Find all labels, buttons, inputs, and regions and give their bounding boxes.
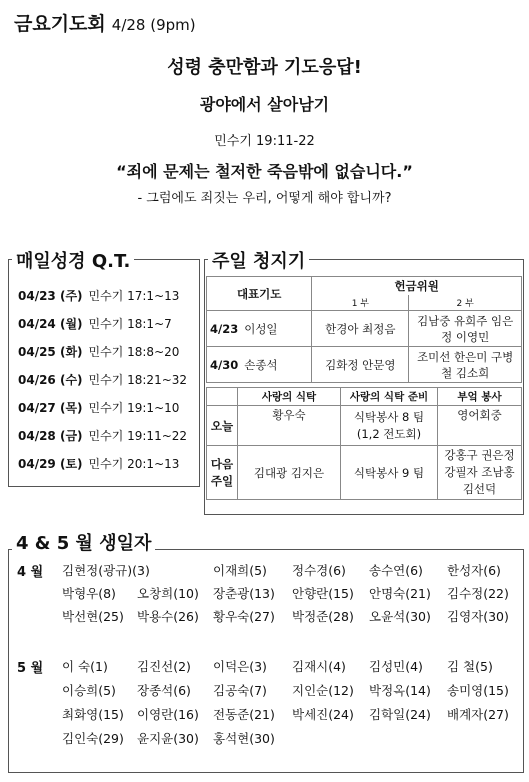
header-table: 사랑의 식탁 [238,388,341,406]
birthday-april-entry: 오창희(10) [137,586,199,601]
qt-date: 04/23 (주) [18,289,83,303]
qt-row [18,371,187,388]
birthday-april-entry: 장춘광(13) [213,586,275,601]
qt-reference: 민수기 17:1~13 [88,289,180,303]
sunday-table-wrap [206,276,522,500]
qt-reference: 민수기 19:11~22 [88,429,188,443]
qt-reference: 민수기 19:1~10 [88,401,180,415]
qt-reference: 민수기 18:8~20 [88,345,180,359]
birthday-april-entry: 한성자(6) [447,563,501,578]
birthday-april-entry: 박용수(26) [137,609,199,624]
header-offering: 헌금위원 [312,277,522,296]
qt-row [18,343,179,360]
row-first: 김화정 안문영 [312,347,409,383]
today-ministry: 영어회중 [438,406,522,446]
birthday-may-entry: 김인숙(29) [62,731,124,746]
birthday-april-entry: 김영자(30) [447,609,509,624]
sunday-title: 주일 청지기 [208,247,309,273]
birthday-title: 4 & 5 월 생일자 [12,529,155,555]
header-first: 1 부 [312,295,409,311]
qt-date: 04/25 (화) [18,345,83,359]
birthday-april-entry: 안향란(15) [292,586,354,601]
row-second: 김남중 유희주 임은정 이영민 [409,311,522,347]
row-prayer: 이성일 [241,311,312,347]
birthday-may-entry: 이덕은(3) [213,659,267,674]
today-prep: 식탁봉사 8 팀 (1,2 전도회) [341,406,438,446]
service-name: 금요기도회 [14,13,106,35]
qt-row [18,399,179,416]
row-first: 한경아 최정음 [312,311,409,347]
birthday-may-entry: 박세진(24) [292,707,354,722]
sunday-table-1 [206,276,522,383]
birthday-may-entry: 이 숙(1) [62,659,108,674]
birthday-april-entry: 이재희(5) [213,563,267,578]
header-prayer: 대표기도 [207,277,312,311]
service-date: 4/28 (9pm) [111,16,196,34]
sermon-theme: 성령 충만함과 기도응답! [167,57,362,78]
today-table: 황우숙 [238,406,341,446]
birthday-may-entry: 김재시(4) [292,659,346,674]
qt-date: 04/28 (금) [18,429,83,443]
birthday-may-entry: 이영란(16) [137,707,199,722]
birthday-may-entry: 이승희(5) [62,683,116,698]
birthday-april-entry: 박정준(28) [292,609,354,624]
next-label: 다음 주일 [207,446,238,500]
birthday-may-entry: 장종석(6) [137,683,191,698]
birthday-may-entry: 송미영(15) [447,683,509,698]
sermon-scripture: 민수기 19:11-22 [214,134,315,149]
sermon-subtitle: 광야에서 살아남기 [199,95,330,114]
birthday-may-entry: 지인순(12) [292,683,354,698]
birthday-may-entry: 김학일(24) [369,707,431,722]
birthday-april-entry: 안명숙(21) [369,586,431,601]
birthday-april-entry: 황우숙(27) [213,609,275,624]
birthday-may-entry: 배계자(27) [447,707,509,722]
birthday-april-entry: 오윤석(30) [369,609,431,624]
row-second: 조미선 한은미 구병철 김소희 [409,347,522,383]
next-ministry: 강홍구 권은정 강필자 조남홍 김선덕 [438,446,522,500]
qt-row [18,315,172,332]
next-prep: 식탁봉사 9 팀 [341,446,438,500]
may-label: 5 월 [17,661,44,676]
today-label: 오늘 [207,406,238,446]
qt-date: 04/27 (목) [18,401,83,415]
row-prayer: 손종석 [241,347,312,383]
row-date: 4/30 [207,347,242,383]
qt-title: 매일성경 Q.T. [12,247,134,273]
birthday-may-entry: 김진선(2) [137,659,191,674]
birthday-april-entry: 정수경(6) [292,563,346,578]
birthday-april-entry: 김수정(22) [447,586,509,601]
header-table-prep: 사랑의 식탁 준비 [341,388,438,406]
page-title [14,9,196,36]
qt-row [18,455,179,472]
birthday-april-entry: 박선현(25) [62,609,124,624]
birthday-may-entry: 홍석현(30) [213,731,275,746]
birthday-april-entry: 송수연(6) [369,563,423,578]
qt-date: 04/24 (월) [18,317,83,331]
birthday-may-entry: 최화영(15) [62,707,124,722]
qt-reference: 민수기 20:1~13 [88,457,180,471]
qt-date: 04/29 (토) [18,457,83,471]
header-ministry: 부엌 봉사 [438,388,522,406]
birthday-may-entry: 윤지윤(30) [137,731,199,746]
qt-date: 04/26 (수) [18,373,83,387]
qt-reference: 민수기 18:21~32 [88,373,188,387]
qt-row [18,427,187,444]
qt-reference: 민수기 18:1~7 [88,317,172,331]
birthday-april-entry: 김현정(광규)(3) [62,563,150,578]
birthday-may-entry: 김 철(5) [447,659,493,674]
birthday-april-entry: 박형우(8) [62,586,116,601]
birthday-may-entry: 김공숙(7) [213,683,267,698]
next-table: 김대광 김지은 [238,446,341,500]
row-date: 4/23 [207,311,242,347]
sermon-question: - 그럼에도 죄짓는 우리, 어떻게 해야 합니까? [137,191,392,206]
header-second: 2 부 [409,295,522,311]
sermon-quote: “죄에 문제는 철저한 죽음밖에 없습니다.” [116,162,413,181]
sunday-table-2 [206,387,522,500]
qt-row [18,287,179,304]
april-label: 4 월 [17,565,44,580]
birthday-may-entry: 김성민(4) [369,659,423,674]
birthday-may-entry: 박정옥(14) [369,683,431,698]
birthday-may-entry: 전동준(21) [213,707,275,722]
